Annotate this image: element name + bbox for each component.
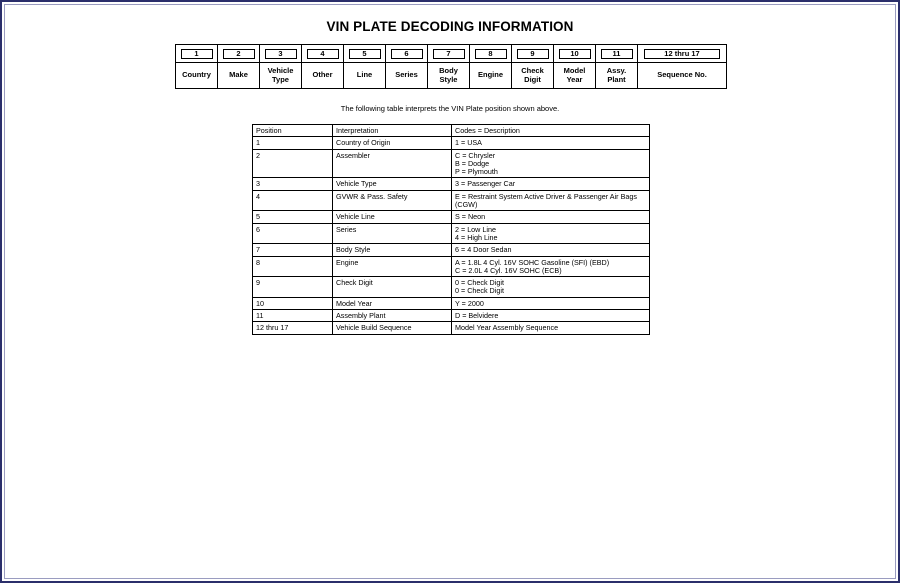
table-row [253,149,650,178]
interpretation-cell: Model Year [333,297,452,309]
vin-position-number-cell [260,45,302,63]
position-cell: 3 [253,178,333,190]
table-caption: The following table interprets the VIN Plate position shown above. [340,104,560,113]
codes-cell: Model Year Assembly Sequence [452,322,650,334]
codes-cell: Y = 2000 [452,297,650,309]
codes-cell: 6 = 4 Door Sedan [452,244,650,256]
position-cell: 2 [253,149,333,178]
interpretation-cell: Vehicle Line [333,211,452,223]
table-row [253,137,650,149]
vin-position-number: 11 [601,49,633,59]
vin-position-number-cell [218,45,260,63]
codes-cell: 3 = Passenger Car [452,178,650,190]
vin-position-number: 7 [433,49,465,59]
vin-label-row [176,63,727,89]
vin-position-label: Assy. Plant [596,63,638,89]
vin-position-number-cell [386,45,428,63]
interpretation-cell: Assembler [333,149,452,178]
vin-position-number: 2 [223,49,255,59]
vin-position-label: Vehicle Type [260,63,302,89]
interpretation-cell: Series [333,223,452,244]
interpretation-cell: GVWR & Pass. Safety [333,190,452,211]
vin-position-number: 5 [349,49,381,59]
vin-position-label: Make [218,63,260,89]
vin-position-number: 8 [475,49,507,59]
interpretation-cell: Check Digit [333,277,452,298]
vin-position-number: 4 [307,49,339,59]
position-cell: 5 [253,211,333,223]
vin-position-label: Body Style [428,63,470,89]
column-header: Position [253,125,333,137]
vin-position-label: Other [302,63,344,89]
column-header: Interpretation [333,125,452,137]
vin-position-number-cell [638,45,727,63]
table-row [253,322,650,334]
interpretation-cell: Body Style [333,244,452,256]
codes-cell: 0 = Check Digit 0 = Check Digit [452,277,650,298]
page-title: VIN PLATE DECODING INFORMATION [326,19,574,34]
codes-cell: 2 = Low Line 4 = High Line [452,223,650,244]
vin-position-label: Engine [470,63,512,89]
position-cell: 1 [253,137,333,149]
vin-position-number-cell [176,45,218,63]
interpretation-cell: Assembly Plant [333,310,452,322]
codes-cell: 1 = USA [452,137,650,149]
position-cell: 8 [253,256,333,277]
vin-position-number-cell [596,45,638,63]
vin-position-label: Model Year [554,63,596,89]
table-row [253,211,650,223]
vin-position-number: 9 [517,49,549,59]
vin-position-number-cell [302,45,344,63]
vin-position-number: 1 [181,49,213,59]
vin-number-row [176,45,727,63]
vin-position-label: Country [176,63,218,89]
table-row [253,297,650,309]
codes-cell: A = 1.8L 4 Cyl. 16V SOHC Gasoline (SFI) (EBD) C = 2.0L 4 Cyl. 16V SOHC (ECB) [452,256,650,277]
vin-position-number-cell [344,45,386,63]
codes-cell: E = Restraint System Active Driver & Passenger Air Bags (CGW) [452,190,650,211]
interpretation-cell: Engine [333,256,452,277]
position-cell: 9 [253,277,333,298]
interpretation-cell: Vehicle Build Sequence [333,322,452,334]
codes-cell: S = Neon [452,211,650,223]
codes-cell: D = Belvidere [452,310,650,322]
interpretation-cell: Country of Origin [333,137,452,149]
vin-position-label: Line [344,63,386,89]
table-row [253,190,650,211]
vin-position-number-cell [470,45,512,63]
vin-position-label: Check Digit [512,63,554,89]
vin-position-number-cell [554,45,596,63]
table-row [253,244,650,256]
position-cell: 11 [253,310,333,322]
column-header: Codes = Description [452,125,650,137]
vin-position-number-cell [428,45,470,63]
position-cell: 4 [253,190,333,211]
vin-position-label: Series [386,63,428,89]
vin-position-label: Sequence No. [638,63,727,89]
position-cell: 6 [253,223,333,244]
table-row [253,178,650,190]
vin-position-diagram [175,44,727,89]
vin-position-number: 10 [559,49,591,59]
vin-position-number-cell [512,45,554,63]
table-header-row [253,125,650,137]
interpretation-cell: Vehicle Type [333,178,452,190]
vin-position-number: 6 [391,49,423,59]
position-cell: 12 thru 17 [253,322,333,334]
table-row [253,223,650,244]
table-row [253,277,650,298]
position-cell: 10 [253,297,333,309]
codes-cell: C = Chrysler B = Dodge P = Plymouth [452,149,650,178]
vin-position-number: 3 [265,49,297,59]
vin-decode-table [252,124,650,335]
table-row [253,310,650,322]
table-row [253,256,650,277]
vin-position-number: 12 thru 17 [644,49,720,59]
position-cell: 7 [253,244,333,256]
